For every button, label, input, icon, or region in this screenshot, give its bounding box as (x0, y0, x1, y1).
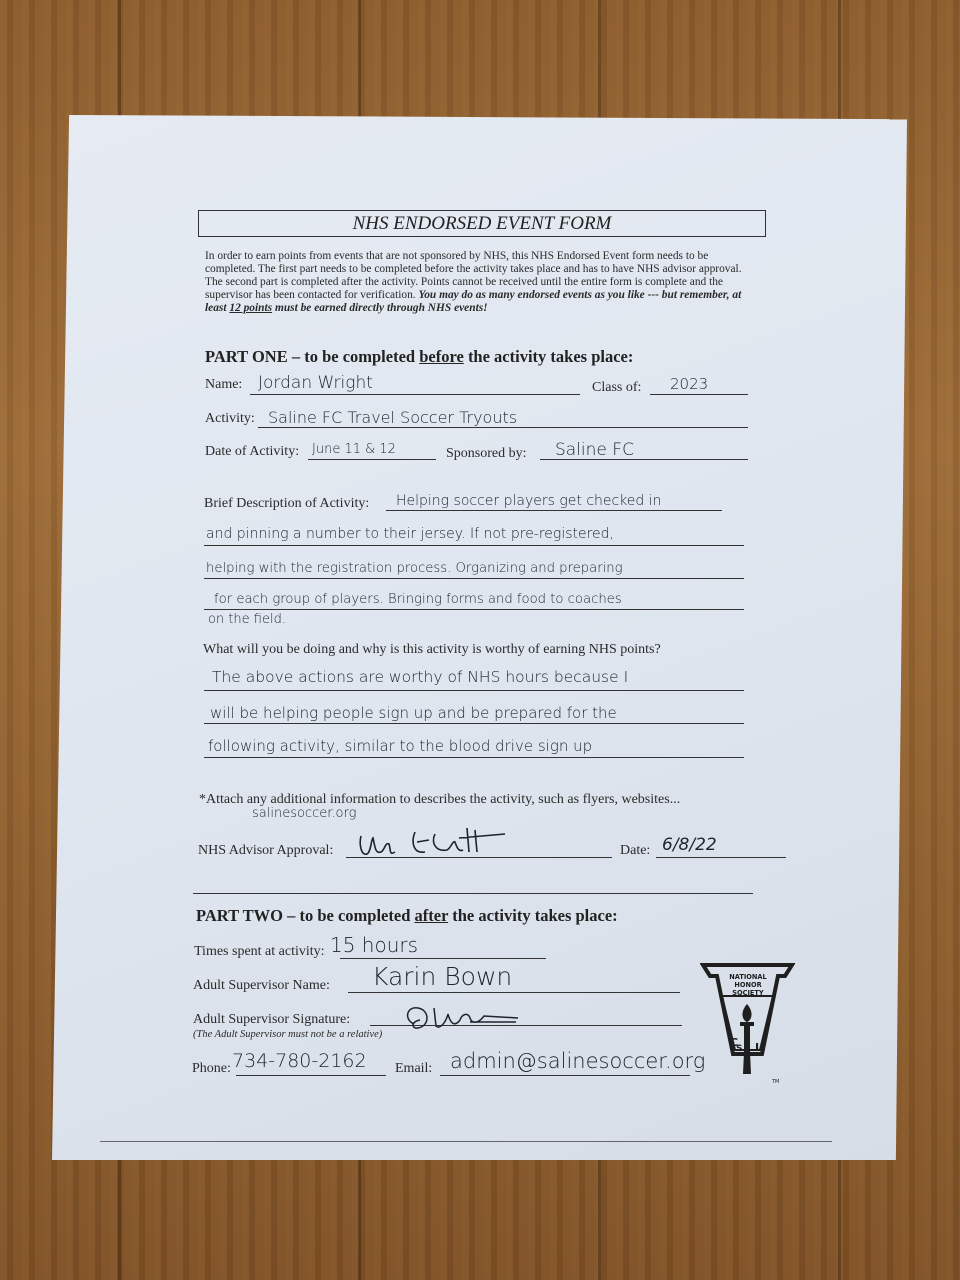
part-two-heading-pre: PART TWO – to be completed (196, 906, 411, 925)
description-line-2 (204, 545, 744, 546)
description-label: Brief Description of Activity: (204, 496, 370, 511)
phone-value[interactable]: 734-780-2162 (232, 1050, 367, 1072)
date-of-activity-value[interactable]: June 11 & 12 (312, 442, 396, 457)
why-line-1 (204, 690, 744, 691)
section-divider (193, 893, 753, 894)
bottom-rule (100, 1141, 832, 1142)
time-spent-value[interactable]: 15 hours (330, 933, 419, 957)
intro-emphasis-2: must be earned directly through NHS events! (274, 302, 488, 314)
phone-line (236, 1075, 386, 1076)
class-value[interactable]: 2023 (670, 375, 709, 393)
part-two-heading-post: the activity takes place: (452, 906, 618, 925)
phone-label: Phone: (192, 1061, 231, 1076)
part-one-heading-post: the activity takes place: (467, 347, 634, 366)
name-line (250, 394, 580, 395)
intro-text: In order to earn points from events that are not sponsored by NHS, this NHS Endorsed Event form needs to be completed. The first part needs to be completed before the activity takes place and has to have NHS advisor approval. The second part is completed after the activity. Points cannot be received until the entire form is complete and the supervisor has been contacted for verification. (205, 250, 742, 301)
description-text-2[interactable]: and pinning a number to their jersey. If not pre-registered, (206, 526, 615, 542)
description-text-5[interactable]: on the field. (208, 612, 286, 627)
supervisor-name-value[interactable]: Karin Bown (372, 962, 513, 991)
approval-date-value[interactable]: 6/8/22 (662, 835, 717, 855)
part-one-heading (205, 347, 633, 367)
why-text-2[interactable]: will be helping people sign up and be prepared for the (210, 704, 617, 722)
why-line-2 (204, 723, 744, 724)
attach-website[interactable]: salinesoccer.org (252, 806, 357, 821)
date-of-activity-line (308, 459, 436, 460)
name-value[interactable]: Jordan Wright (258, 373, 373, 393)
approval-date-line (656, 857, 786, 858)
part-one-heading-pre: PART ONE – to be completed (205, 347, 416, 366)
description-text-4[interactable]: for each group of players. Bringing forms and food to coaches (214, 592, 622, 607)
logo-letter-s: S (736, 1044, 743, 1054)
supervisor-signature-label: Adult Supervisor Signature: (193, 1012, 351, 1027)
time-spent-label: Times spent at activity: (194, 944, 325, 959)
activity-line (258, 427, 748, 428)
intro-paragraph (205, 250, 761, 315)
description-text-1[interactable]: Helping soccer players get checked in (396, 493, 662, 509)
logo-line-1: NATIONAL (729, 973, 767, 981)
why-text-1[interactable]: The above actions are worthy of NHS hours because I (212, 668, 629, 686)
part-two-heading (196, 906, 618, 926)
description-text-3[interactable]: helping with the registration process. Organizing and preparing (206, 561, 623, 576)
sponsored-by-value[interactable]: Saline FC (555, 440, 634, 460)
form-title: NHS ENDORSED EVENT FORM (198, 210, 766, 237)
nhs-logo (700, 962, 795, 1087)
logo-line-2: HONOR SOCIETY (732, 981, 764, 997)
supervisor-signature (400, 1002, 520, 1034)
advisor-signature (355, 822, 545, 862)
part-one-heading-before: before (419, 347, 464, 366)
advisor-approval-label: NHS Advisor Approval: (198, 843, 334, 858)
description-line-3 (204, 578, 744, 579)
description-line-1 (386, 510, 722, 511)
email-line (440, 1075, 690, 1076)
class-label: Class of: (592, 380, 642, 395)
approval-date-label: Date: (620, 843, 651, 858)
activity-label: Activity: (205, 411, 255, 426)
relative-note: (The Adult Supervisor must not be a relative) (193, 1029, 383, 1040)
sponsored-by-label: Sponsored by: (446, 446, 527, 461)
intro-emphasis-1: You may do as many endorsed events as you like --- but remember, at least (205, 289, 742, 314)
why-text-3[interactable]: following activity, similar to the blood drive sign up (208, 737, 593, 755)
supervisor-name-line (348, 992, 680, 993)
attach-note: *Attach any additional information to describes the activity, such as flyers, websites... (199, 792, 681, 807)
name-label: Name: (205, 377, 243, 392)
description-line-4 (204, 609, 744, 610)
supervisor-name-label: Adult Supervisor Name: (193, 978, 330, 993)
svg-text:TM: TM (772, 1079, 780, 1085)
time-spent-line (340, 958, 546, 959)
logo-letter-l: L (755, 1041, 763, 1054)
email-label: Email: (395, 1061, 433, 1076)
date-of-activity-label: Date of Activity: (205, 444, 300, 459)
activity-value[interactable]: Saline FC Travel Soccer Tryouts (268, 408, 518, 427)
part-two-heading-after: after (414, 906, 449, 925)
class-line (650, 394, 748, 395)
email-value[interactable]: admin@salinesoccer.org (450, 1049, 706, 1073)
logo-letter-c: C (730, 1036, 739, 1049)
why-worthy-label: What will you be doing and why is this activity is worthy of earning NHS points? (203, 642, 661, 657)
why-line-3 (204, 757, 744, 758)
intro-points: 12 points (229, 302, 273, 314)
